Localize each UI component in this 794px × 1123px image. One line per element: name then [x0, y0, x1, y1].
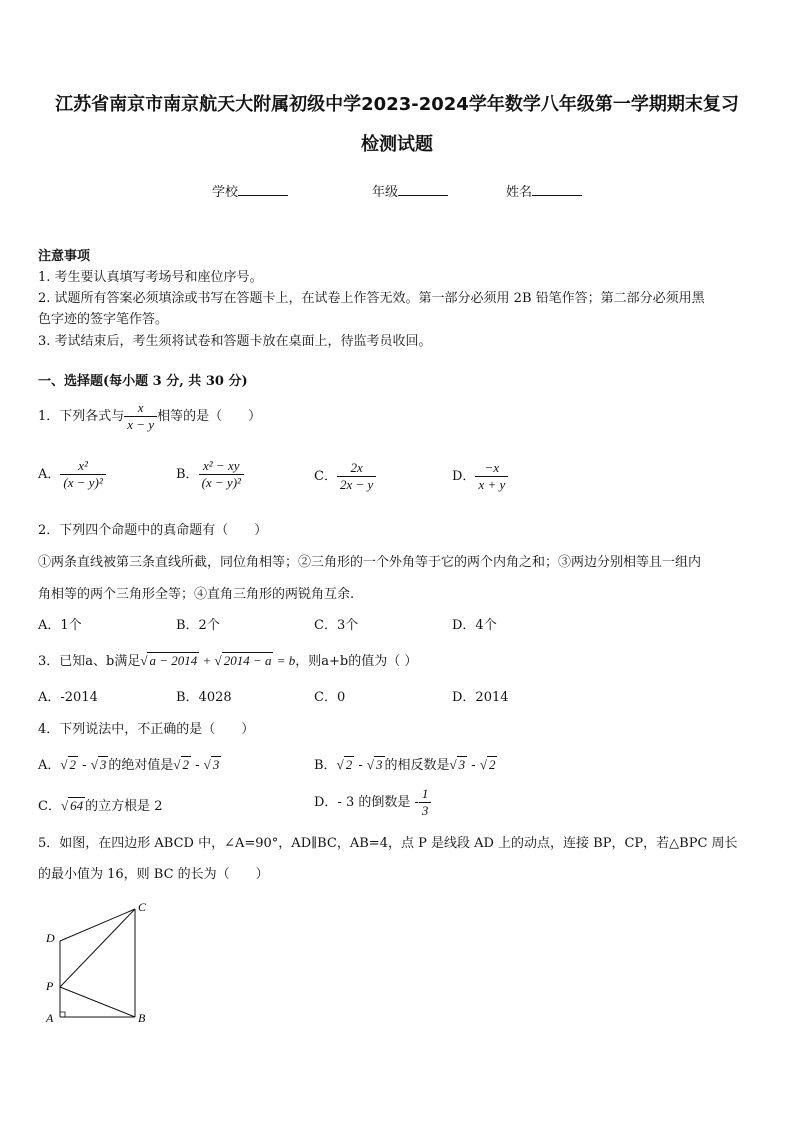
question-2-stem: 2．下列四个命题中的真命题有（ ） [38, 523, 268, 538]
school-blank[interactable] [238, 183, 288, 196]
exam-title-line2: 检测试题 [361, 134, 433, 155]
q1-suffix: 相等的是（ ） [157, 409, 262, 424]
q2-option-c[interactable]: C．3个 [314, 618, 359, 633]
q2-option-b[interactable]: B．2个 [176, 618, 220, 633]
notes-item-2b: 色字迹的签字笔作答。 [38, 312, 169, 327]
q2-body-line2: 角相等的两个三角形全等；④直角三角形的两锐角互余. [38, 587, 355, 602]
notes-item-1: 1. 考生要认真填写考场号和座位序号。 [38, 270, 263, 285]
q1-option-d[interactable]: D． $\frac{-x}{x + y}$ [452, 460, 508, 493]
q1-fraction: $\frac{x}{x - y}$ [124, 400, 157, 433]
notes-item-3: 3. 考试结束后，考生须将试卷和答题卡放在桌面上，待监考员收回。 [38, 334, 432, 349]
q3-radical-1: √ a − 2014 [140, 653, 198, 668]
q3-option-d[interactable]: D．2014 [452, 690, 509, 705]
segment-pc [60, 909, 135, 987]
q3-option-c[interactable]: C．0 [314, 690, 346, 705]
q2-option-a[interactable]: A．1个 [38, 618, 82, 633]
question-3-stem: 3．已知a、b满足√ a − 2014 + √ 2014 − a = b，则a+b的值为（ ） [38, 653, 418, 669]
q3-radical-2: √ 2014 − a [214, 653, 272, 668]
question-5-line2: 的最小值为 16，则 BC 的长为（ ） [38, 867, 269, 882]
question-4-stem: 4．下列说法中，不正确的是（ ） [38, 722, 255, 737]
right-angle-mark [60, 1012, 65, 1017]
question-5-line1: 5．如图，在四边形 ABCD 中，∠A=90°，AD∥BC，AB=4，点 P 是线段 AD 上的动点，连接 BP，CP，若△BPC 周长 [38, 836, 738, 851]
school-label: 学校 [212, 185, 239, 200]
label-a: A [46, 1011, 54, 1025]
q4-option-d[interactable]: D．- 3 的倒数是 - $\frac{1}{3}$ [314, 786, 431, 819]
q2-body-line1: ①两条直线被第三条直线所截，同位角相等；②三角形的一个外角等于它的两个内角之和；③两边分别相等且一组内 [38, 555, 702, 570]
q4-option-c[interactable]: C．√ 64 的立方根是 2 [38, 798, 163, 814]
label-p: P [46, 979, 54, 993]
name-blank[interactable] [532, 183, 582, 196]
name-label: 姓名 [506, 185, 533, 200]
section-heading: 一、选择题(每小题 3 分, 共 30 分) [38, 374, 248, 389]
q1-prefix: 1．下列各式与 [38, 409, 125, 424]
q1-option-b[interactable]: B． $\frac{\text{x² − xy}}{\text{(x − y)²}}$ [176, 458, 244, 491]
q3-option-a[interactable]: A．-2014 [38, 690, 98, 705]
school-field [212, 181, 288, 200]
grade-label: 年级 [372, 185, 399, 200]
exam-title-line1: 江苏省南京市南京航天大附属初级中学2023-2024学年数学八年级第一学期期末复习 [55, 94, 739, 115]
segment-pb [60, 987, 135, 1017]
q1-option-a[interactable]: A． $\frac{\text{x²}}{\text{(x − y)²}}$ [38, 458, 106, 491]
question-1-stem [38, 400, 261, 433]
quadrilateral-figure [40, 895, 160, 1025]
segment-dc [60, 909, 135, 941]
q3-option-b[interactable]: B．4028 [176, 690, 232, 705]
q4-option-b[interactable]: B．√ 2 - √ 3 的相反数是√ 3 - √ 2 [314, 757, 496, 773]
grade-field [372, 181, 448, 200]
label-b: B [138, 1011, 146, 1025]
label-d: D [46, 931, 55, 945]
grade-blank[interactable] [398, 183, 448, 196]
notes-heading: 注意事项 [38, 249, 91, 264]
q1-option-c[interactable]: C． $\frac{2x}{2x - y}$ [314, 460, 376, 493]
notes-item-2a: 2. 试题所有答案必须填涂或书写在答题卡上，在试卷上作答无效。第一部分必须用 2B 铅笔作答；第二部分必须用黑 [38, 291, 705, 306]
q4-option-a[interactable]: A．√ 2 - √ 3 的绝对值是√ 2 - √ 3 [38, 757, 220, 773]
label-c: C [138, 900, 147, 914]
q2-option-d[interactable]: D．4个 [452, 618, 497, 633]
name-field [506, 181, 582, 200]
